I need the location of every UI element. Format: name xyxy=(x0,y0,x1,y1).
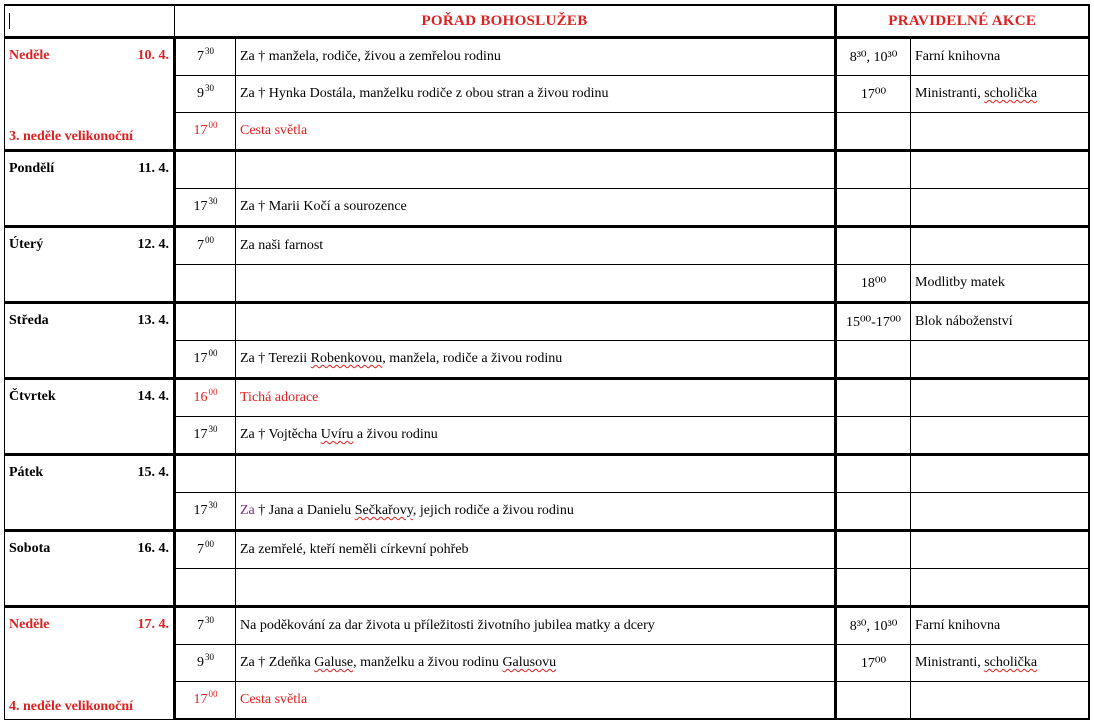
event-time[interactable] xyxy=(836,417,911,455)
day-cell xyxy=(5,227,175,303)
mass-time-minutes: 30 xyxy=(205,652,214,663)
mass-time[interactable] xyxy=(175,76,236,113)
mass-time[interactable] xyxy=(175,607,236,645)
event-time[interactable]: 18⁰⁰ xyxy=(836,265,911,303)
intention-prefix: Za xyxy=(240,503,255,518)
mass-time-minutes: 30 xyxy=(205,83,214,94)
day-cell xyxy=(5,303,175,379)
event-name[interactable]: Ministranti, scholička xyxy=(911,645,1089,682)
mass-time-hour: 16 xyxy=(193,390,208,405)
intention-text: Za † manžela, rodiče, živou a zemřelou rodinu xyxy=(240,49,501,64)
event-time[interactable]: 15⁰⁰-17⁰⁰ xyxy=(836,303,911,341)
event-time[interactable]: 8³⁰, 10³⁰ xyxy=(836,607,911,645)
event-name[interactable] xyxy=(911,531,1089,569)
event-name[interactable]: Farní knihovna xyxy=(911,38,1089,76)
schedule-row xyxy=(5,303,1089,341)
intention-text: † Jana a Danielu Sečkařovy, jejich rodiče a živou rodinu xyxy=(254,503,574,518)
event-time[interactable] xyxy=(836,455,911,493)
day-note: 3. neděle velikonoční xyxy=(9,129,134,144)
event-name[interactable] xyxy=(911,151,1089,189)
event-time[interactable]: 17⁰⁰ xyxy=(836,76,911,113)
intention-text: Za † Zdeňka Galuse, manželku a živou rodinu Galusovu xyxy=(240,655,557,670)
day-date: 14. 4. xyxy=(137,389,169,404)
mass-intention[interactable] xyxy=(236,455,836,493)
event-time[interactable] xyxy=(836,227,911,265)
intention-text: Cesta světla xyxy=(240,123,308,138)
mass-time-minutes: 00 xyxy=(208,387,218,398)
day-date: 12. 4. xyxy=(137,237,169,252)
spelling-flag: Uvíru xyxy=(320,427,354,442)
mass-time-minutes: 30 xyxy=(208,500,218,511)
spelling-flag: Galuse xyxy=(314,655,354,670)
day-date: 10. 4. xyxy=(137,48,169,63)
day-name: Pátek xyxy=(9,465,44,480)
mass-time-minutes: 30 xyxy=(208,196,218,207)
mass-time-hour: 7 xyxy=(197,542,204,557)
schedule-table xyxy=(4,4,1090,720)
mass-intention[interactable] xyxy=(236,189,836,227)
mass-intention[interactable] xyxy=(236,227,836,265)
event-name[interactable]: Ministranti, scholička xyxy=(911,76,1089,113)
mass-intention[interactable] xyxy=(236,265,836,303)
text-cursor xyxy=(9,13,10,29)
event-name[interactable] xyxy=(911,455,1089,493)
mass-time-minutes: 00 xyxy=(205,539,214,550)
schedule-row xyxy=(5,38,1089,76)
event-time[interactable] xyxy=(836,113,911,151)
spelling-flag: Sečkařovy xyxy=(354,503,413,518)
mass-time[interactable] xyxy=(175,455,236,493)
header-day-cell[interactable] xyxy=(5,5,175,38)
mass-intention[interactable] xyxy=(236,569,836,607)
event-name[interactable]: Farní knihovna xyxy=(911,607,1089,645)
day-date: 16. 4. xyxy=(137,541,169,556)
intention-text: Za † Marii Kočí a sourozence xyxy=(240,199,407,214)
mass-intention[interactable] xyxy=(236,493,836,531)
event-name[interactable] xyxy=(911,113,1089,151)
mass-intention[interactable] xyxy=(236,607,836,645)
event-name[interactable]: Blok náboženství xyxy=(911,303,1089,341)
mass-time-hour: 9 xyxy=(197,655,204,670)
mass-intention[interactable] xyxy=(236,151,836,189)
mass-time[interactable] xyxy=(175,493,236,531)
mass-time-hour: 17 xyxy=(193,199,208,214)
schedule-row xyxy=(5,455,1089,493)
event-name[interactable] xyxy=(911,569,1089,607)
day-note: 4. neděle velikonoční xyxy=(9,698,134,714)
mass-time-hour: 17 xyxy=(193,503,208,518)
day-name: Pondělí xyxy=(9,161,55,176)
spelling-flag: scholička xyxy=(984,655,1038,670)
event-name[interactable] xyxy=(911,189,1089,227)
mass-time-minutes: 00 xyxy=(208,348,218,359)
mass-time-minutes: 30 xyxy=(205,46,214,57)
event-name[interactable] xyxy=(911,341,1089,379)
mass-time-hour: 17 xyxy=(193,351,208,366)
schedule-row xyxy=(5,151,1089,189)
mass-time[interactable] xyxy=(175,417,236,455)
schedule-row xyxy=(5,607,1089,645)
day-name: Středa xyxy=(9,313,49,328)
mass-time-minutes: 00 xyxy=(208,689,218,700)
mass-time[interactable] xyxy=(175,682,236,720)
day-name: Úterý xyxy=(9,237,44,252)
mass-time-hour: 9 xyxy=(197,86,204,101)
mass-time-minutes: 00 xyxy=(205,235,214,246)
mass-time-hour: 7 xyxy=(197,618,204,633)
intention-text: Za † Hynka Dostála, manželku rodiče z obou stran a živou rodinu xyxy=(240,86,609,101)
day-name: Neděle xyxy=(9,617,50,632)
intention-text: Za zemřelé, kteří neměli církevní pohřeb xyxy=(240,542,469,557)
schedule-row xyxy=(5,379,1089,417)
mass-time[interactable] xyxy=(175,531,236,569)
schedule-row xyxy=(5,227,1089,265)
day-date: 15. 4. xyxy=(137,465,169,480)
mass-time-minutes: 00 xyxy=(208,120,218,131)
day-name: Neděle xyxy=(9,48,50,63)
mass-time[interactable] xyxy=(175,341,236,379)
event-time[interactable]: 17⁰⁰ xyxy=(836,645,911,682)
mass-time-hour: 17 xyxy=(193,692,208,707)
day-name: Sobota xyxy=(9,541,51,556)
event-time[interactable] xyxy=(836,151,911,189)
day-date: 17. 4. xyxy=(137,617,169,632)
event-time[interactable] xyxy=(836,682,911,720)
schedule-title: POŘAD BOHOSLUŽEB xyxy=(175,5,836,38)
event-name[interactable] xyxy=(911,379,1089,417)
mass-time-minutes: 30 xyxy=(208,424,218,435)
spelling-flag: Robenkovou xyxy=(310,351,383,366)
header-row xyxy=(5,5,1089,38)
intention-text: Za naši farnost xyxy=(240,238,324,253)
event-time[interactable]: 8³⁰, 10³⁰ xyxy=(836,38,911,76)
mass-time[interactable] xyxy=(175,189,236,227)
day-cell xyxy=(5,607,175,720)
event-name[interactable]: Modlitby matek xyxy=(911,265,1089,303)
event-time[interactable] xyxy=(836,341,911,379)
mass-time[interactable] xyxy=(175,379,236,417)
mass-intention[interactable] xyxy=(236,417,836,455)
mass-time[interactable] xyxy=(175,303,236,341)
day-cell xyxy=(5,531,175,607)
event-name[interactable] xyxy=(911,682,1089,720)
day-cell xyxy=(5,38,175,151)
spelling-flag: Galusovu xyxy=(502,655,557,670)
event-name[interactable] xyxy=(911,493,1089,531)
mass-time[interactable] xyxy=(175,113,236,151)
day-cell xyxy=(5,151,175,227)
mass-time[interactable] xyxy=(175,151,236,189)
mass-intention[interactable] xyxy=(236,682,836,720)
spelling-flag: scholička xyxy=(984,86,1038,101)
mass-intention[interactable] xyxy=(236,379,836,417)
schedule-body xyxy=(5,5,1089,719)
mass-time-hour: 7 xyxy=(197,49,204,64)
intention-text: Tichá adorace xyxy=(240,390,319,405)
mass-time[interactable] xyxy=(175,38,236,76)
intention-text: Cesta světla xyxy=(240,692,308,707)
schedule-row xyxy=(5,531,1089,569)
mass-intention[interactable] xyxy=(236,38,836,76)
mass-intention[interactable] xyxy=(236,645,836,682)
event-time[interactable] xyxy=(836,379,911,417)
day-cell xyxy=(5,455,175,531)
day-name: Čtvrtek xyxy=(9,389,56,404)
mass-time-hour: 17 xyxy=(193,427,208,442)
day-date: 13. 4. xyxy=(137,313,169,328)
mass-time-minutes: 30 xyxy=(205,615,214,626)
mass-time[interactable] xyxy=(175,569,236,607)
event-time[interactable] xyxy=(836,531,911,569)
mass-intention[interactable] xyxy=(236,341,836,379)
mass-intention[interactable] xyxy=(236,531,836,569)
event-time[interactable] xyxy=(836,569,911,607)
intention-text: Na poděkování za dar života u příležitosti životního jubilea matky a dcery xyxy=(240,618,655,633)
mass-time[interactable] xyxy=(175,265,236,303)
intention-text: Za † Terezii Robenkovou, manžela, rodiče a živou rodinu xyxy=(240,351,563,366)
mass-time[interactable] xyxy=(175,645,236,682)
event-time[interactable] xyxy=(836,493,911,531)
day-cell xyxy=(5,379,175,455)
mass-intention[interactable] xyxy=(236,303,836,341)
event-time[interactable] xyxy=(836,189,911,227)
mass-time-hour: 7 xyxy=(197,238,204,253)
mass-time[interactable] xyxy=(175,227,236,265)
event-name[interactable] xyxy=(911,417,1089,455)
intention-text: Za † Vojtěcha Uvíru a živou rodinu xyxy=(240,427,438,442)
mass-intention[interactable] xyxy=(236,76,836,113)
event-name[interactable] xyxy=(911,227,1089,265)
day-date: 11. 4. xyxy=(138,161,169,176)
events-title: PRAVIDELNÉ AKCE xyxy=(836,5,1089,38)
mass-time-hour: 17 xyxy=(193,123,208,138)
mass-intention[interactable] xyxy=(236,113,836,151)
